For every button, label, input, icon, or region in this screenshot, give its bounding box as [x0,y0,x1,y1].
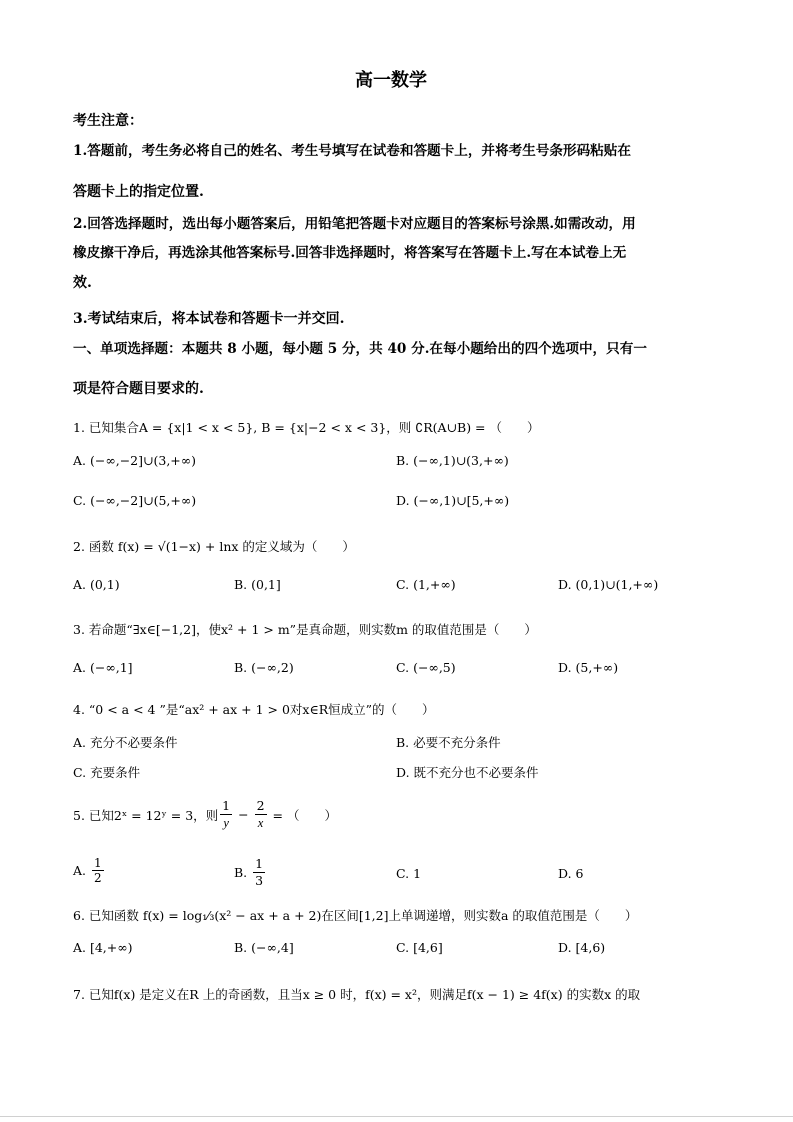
question-6-option-c: C. [4,6] [396,940,443,955]
question-5-option-a-label: A. [73,863,87,878]
question-1-stem: 1. 已知集合A = {x|1 < x < 5}, B = {x|−2 < x < 3}，则 ∁R(A∪B) = （ ） [73,420,540,435]
question-5-option-b-denominator: 3 [255,873,264,888]
question-4-option-c: C. 充要条件 [73,765,141,780]
question-6-stem: 6. 已知函数 f(x) = log₁⁄₃(x² − ax + a + 2)在区间[1,2]上单调递增，则实数a 的取值范围是（ ） [73,908,638,923]
question-5-option-b-numerator: 1 [255,856,264,871]
question-1-option-b: B. (−∞,1)∪(3,+∞) [396,453,509,468]
question-4-option-b: B. 必要不充分条件 [396,735,501,750]
question-5-stem-suffix: = （ ） [272,807,337,823]
question-3-option-a: A. (−∞,1] [73,660,133,675]
question-6-option-a: A. [4,+∞) [73,940,133,955]
notice-item-1-line-1: 1.答题前，考生务必将自己的姓名、考生号填写在试卷和答题卡上，并将考生号条形码粘贴在 [73,143,631,159]
question-5-option-b [234,856,265,889]
question-5-minus: − [238,807,249,822]
question-3-option-b: B. (−∞,2) [234,660,294,675]
question-5-option-a-fraction [92,856,104,885]
question-4-option-d: D. 既不充分也不必要条件 [396,765,539,780]
question-4-stem: 4. “0 < a < 4 ”是“ax² + ax + 1 > 0对x∈R恒成立”的（ ） [73,702,435,717]
question-1-option-d: D. (−∞,1)∪[5,+∞) [396,493,510,508]
question-5-fraction-1-numerator: 1 [222,798,231,813]
question-2-option-a: A. (0,1) [73,577,120,592]
question-5-option-a [73,856,104,885]
question-2-stem: 2. 函数 f(x) = √(1−x) + lnx 的定义域为（ ） [73,539,355,554]
notice-item-3: 3.考试结束后，将本试卷和答题卡一并交回. [73,311,345,327]
notice-item-2-line-1: 2.回答选择题时，选出每小题答案后，用铅笔把答题卡对应题目的答案标号涂黑.如需改动，用 [73,216,636,232]
question-3-option-c: C. (−∞,5) [396,660,456,675]
question-5-stem-prefix: 5. 已知2ˣ = 12ʸ = 3，则 [73,807,219,823]
question-3-stem: 3. 若命题“∃x∈[−1,2]，使x² + 1 > m”是真命题，则实数m 的取值范围是（ ） [73,622,537,637]
question-5-fraction-2-numerator: 2 [256,798,265,813]
question-2-option-c: C. (1,+∞) [396,577,456,592]
question-5-stem [73,798,337,831]
question-2-option-d: D. (0,1)∪(1,+∞) [558,577,659,592]
question-1-option-c: C. (−∞,−2]∪(5,+∞) [73,493,197,508]
question-5-option-c: C. 1 [396,866,422,881]
question-6-option-b: B. (−∞,4] [234,940,294,955]
notice-heading: 考生注意： [73,113,143,129]
question-5-option-a-numerator: 1 [94,856,102,870]
question-5-option-d: D. 6 [558,866,584,881]
question-1-option-a: A. (−∞,−2]∪(3,+∞) [73,453,197,468]
notice-item-2-line-3: 效. [73,275,92,291]
notice-item-1-line-2: 答题卡上的指定位置. [73,184,204,200]
question-5-option-b-label: B. [234,865,248,880]
question-4-option-a: A. 充分不必要条件 [73,735,178,750]
question-5-option-b-fraction [253,856,265,889]
question-5-fraction-1-denominator: y [223,816,229,830]
section-1-heading-line-2: 项是符合题目要求的. [73,381,204,397]
question-5-option-a-denominator: 2 [94,871,102,885]
notice-item-2-line-2: 橡皮擦干净后，再选涂其他答案标号.回答非选择题时，将答案写在答题卡上.写在本试卷上无 [73,245,627,261]
page-title: 高一数学 [355,70,427,91]
question-5-fraction-1 [220,798,232,831]
question-5-fraction-2 [255,798,267,831]
section-1-heading-line-1: 一、单项选择题：本题共 8 小题，每小题 5 分，共 40 分.在每小题给出的四个选项中，只有一 [73,341,647,357]
page-bottom-divider [0,1116,793,1117]
question-2-option-b: B. (0,1] [234,577,281,592]
question-7-stem: 7. 已知f(x) 是定义在R 上的奇函数，且当x ≥ 0 时，f(x) = x²，则满足f(x − 1) ≥ 4f(x) 的实数x 的取 [73,987,641,1002]
question-6-option-d: D. [4,6) [558,940,606,955]
question-3-option-d: D. (5,+∞) [558,660,619,675]
question-5-fraction-2-denominator: x [257,816,264,830]
